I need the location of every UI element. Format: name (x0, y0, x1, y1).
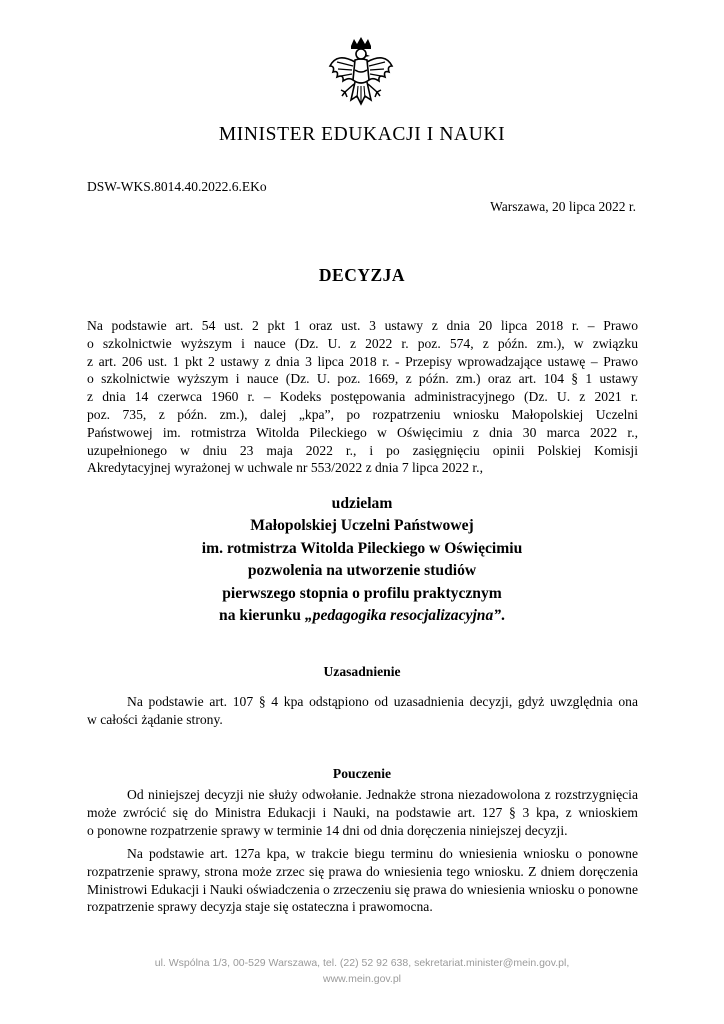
legal-basis-line: uzupełnionego w dniu 23 maja 2022 r., i po zasięgnięciu opinii Polskiej Komisji (87, 442, 638, 458)
legal-basis-line: o szkolnictwie wyższym i nauce (Dz. U. z 2022 r. poz. 574, z późn. zm.), w związku (87, 335, 638, 351)
legal-basis-line: o szkolnictwie wyższym i nauce (Dz. U. poz. 1669, z późn. zm.) oraz art. 104 § 1 ustawy (87, 371, 638, 387)
justification-line: w całości żądanie strony. (87, 711, 223, 727)
instruction-line: rozpatrzenie sprawy, strona może zrzec się prawa do wniesienia tego wniosku. Z dniem doręczenia (87, 863, 638, 879)
footer-website: www.mein.gov.pl (322, 973, 401, 985)
polish-eagle-emblem-icon (327, 36, 395, 118)
instruction-line: Od niniejszej decyzji nie służy odwołanie. Jednakże strona niezadowolona z rozstrzygnięcia (127, 787, 638, 802)
legal-basis-line: Akredytacyjnej wyrażonej w uchwale nr 553/2022 z dnia 7 lipca 2022 r., (87, 460, 483, 476)
legal-basis-line: z dnia 14 czerwca 1960 r. – Kodeks postępowania administracyjnego (Dz. U. z 2021 r. (87, 389, 638, 405)
decision-operative-part (0, 493, 724, 627)
legal-basis-line: Państwowej im. rotmistrza Witolda Pileckiego w Oświęcimiu z dnia 30 marca 2022 r., (87, 424, 638, 440)
field-prefix: na kierunku (219, 607, 305, 625)
instruction-line: Ministrowi Edukacji i Nauki oświadczenia o zrzeczeniu się prawa do wniesienia wniosku o ponowne (87, 881, 638, 897)
document-date: Warszawa, 20 lipca 2022 r. (490, 199, 636, 214)
justification-line: Na podstawie art. 107 § 4 kpa odstąpiono od uzasadnienia decyzji, gdyż uwzględnia ona (127, 694, 638, 709)
legal-basis-line: Na podstawie art. 54 ust. 2 pkt 1 oraz ust. 3 ustawy z dnia 20 lipca 2018 r. – Prawo (87, 318, 638, 333)
instruction-line: rozpatrzenie sprawy decyzja staje się ostateczna i prawomocna. (87, 899, 433, 915)
instruction-paragraph-2 (87, 845, 638, 916)
instruction-heading: Pouczenie (332, 766, 392, 781)
instruction-line: o ponowne rozpatrzenie sprawy w terminie 14 dni od dnia doręczenia niniejszej decyzji. (87, 822, 568, 838)
decision-permission: pozwolenia na utworzenie studiów (247, 562, 477, 580)
decision-verb: udzielam (331, 495, 393, 512)
decision-field-of-study (0, 605, 724, 627)
decision-study-level: pierwszego stopnia o profilu praktycznym (222, 584, 502, 602)
document-title: DECYZJA (318, 265, 406, 285)
justification-paragraph (87, 693, 638, 729)
justification-heading: Uzasadnienie (323, 664, 401, 679)
decision-university-patron: im. rotmistrza Witolda Pileckiego w Oświęcimiu (201, 539, 523, 557)
field-suffix: . (501, 607, 505, 625)
instruction-paragraph-1 (87, 786, 638, 839)
case-reference-number: DSW-WKS.8014.40.2022.6.EKo (87, 179, 267, 194)
legal-basis-line: poz. 735, z późn. zm.), dalej „kpa”, po rozpatrzeniu wniosku Małopolskiej Uczelni (87, 406, 638, 422)
footer-address: ul. Wspólna 1/3, 00-529 Warszawa, tel. (22) 52 92 638, sekretariat.minister@mein.gov.pl, (154, 957, 570, 969)
field-name: „pedagogika resocjalizacyjna” (304, 607, 502, 625)
ministry-name: MINISTER EDUKACJI I NAUKI (218, 124, 506, 145)
legal-basis-line: z art. 206 ust. 1 pkt 2 ustawy z dnia 3 lipca 2018 r. - Przepisy wprowadzające ustawę – Prawo (87, 353, 638, 369)
instruction-line: Na podstawie art. 127a kpa, w trakcie biegu terminu do wniesienia wniosku o ponowne (127, 846, 638, 861)
footer-contact (0, 955, 724, 987)
legal-basis-paragraph (87, 317, 638, 477)
instruction-line: może zwrócić się do Ministra Edukacji i Nauki, na podstawie art. 127 § 3 kpa, z wnioskiem (87, 804, 638, 820)
decision-university-name: Małopolskiej Uczelni Państwowej (250, 517, 474, 535)
